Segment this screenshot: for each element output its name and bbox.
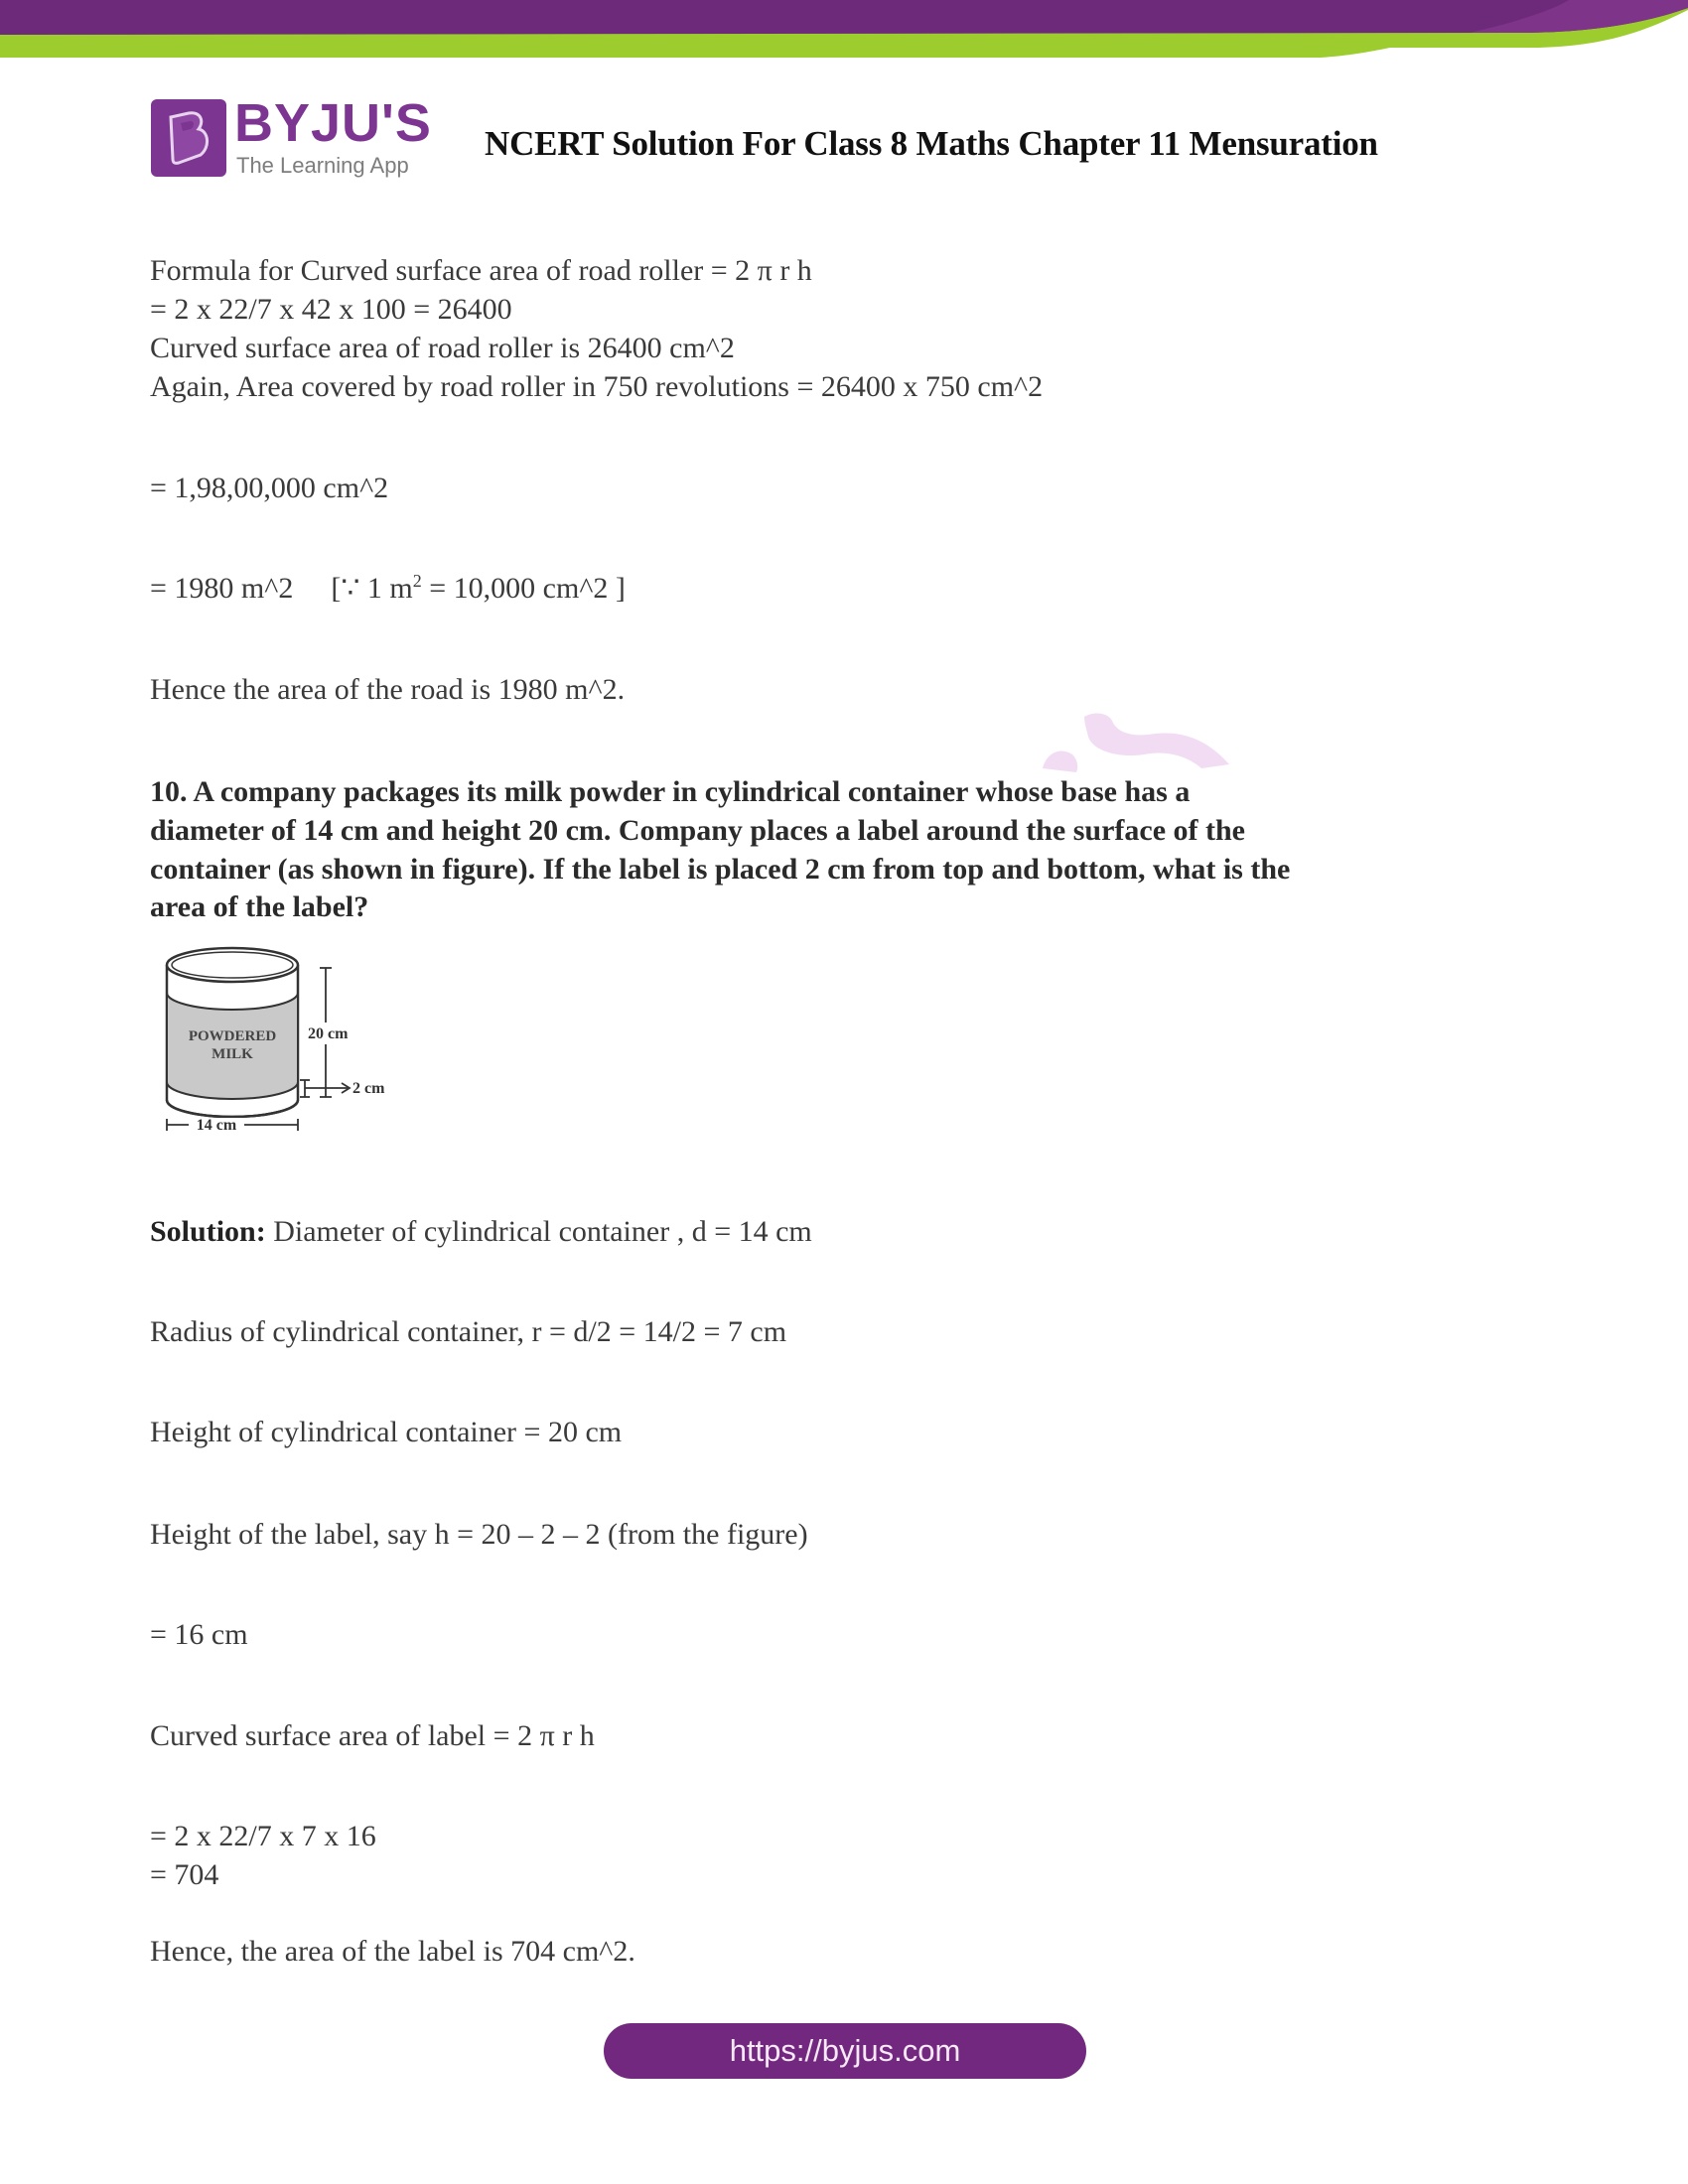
cylinder-figure — [149, 933, 417, 1142]
brand-tagline: The Learning App — [236, 153, 409, 178]
brand-name: BYJU'S — [234, 93, 432, 153]
question-text: area of the label? — [150, 890, 369, 923]
top-banner — [0, 0, 1688, 69]
url-text: https://byjus.com — [729, 2033, 961, 2068]
conclusion-line: Hence the area of the road is 1980 m^2. — [150, 673, 626, 706]
height-dimension-label: 20 cm — [308, 1025, 349, 1042]
conversion-result: = 1980 m^2 — [150, 572, 294, 605]
solution-text: Diameter of cylindrical container , d = 14 cm — [265, 1215, 812, 1248]
question-text: 10. A company packages its milk powder in cylindrical container whose base has a — [150, 775, 1191, 808]
text-line: Curved surface area of road roller is 26400 cm^2 — [150, 332, 735, 364]
byjus-logo — [151, 93, 439, 179]
byjus-url-link[interactable] — [604, 2023, 1086, 2079]
conversion-line — [150, 571, 626, 607]
byjus-watermark-icon — [1033, 707, 1241, 776]
solution-first-line — [150, 1214, 812, 1250]
conversion-note-rest: = 10,000 cm^2 ] — [421, 572, 626, 605]
figure-label-line2: MILK — [211, 1046, 253, 1062]
solution-step: = 2 x 22/7 x 7 x 16 — [150, 1820, 376, 1852]
question-text: diameter of 14 cm and height 20 cm. Company places a label around the surface of the — [150, 814, 1245, 847]
solution-label: Solution: — [150, 1215, 266, 1248]
conversion-note-open: [∵ 1 m — [331, 572, 413, 605]
text-line: Again, Area covered by road roller in 750 revolutions = 26400 x 750 cm^2 — [150, 370, 1044, 403]
text-line: = 1,98,00,000 cm^2 — [150, 472, 389, 504]
question-text: container (as shown in figure). If the label is placed 2 cm from top and bottom, what is the — [150, 853, 1291, 886]
superscript: 2 — [412, 571, 422, 591]
b-letter-icon — [165, 111, 212, 165]
solution-step: = 16 cm — [150, 1618, 248, 1651]
solution-step: Radius of cylindrical container, r = d/2 = 14/2 = 7 cm — [150, 1315, 787, 1348]
document-title: NCERT Solution For Class 8 Maths Chapter 11 Mensuration — [485, 124, 1378, 163]
gap-dimension-label: 2 cm — [352, 1080, 385, 1097]
text-line: = 2 x 22/7 x 42 x 100 = 26400 — [150, 293, 512, 326]
figure-label-line1: POWDERED — [188, 1028, 277, 1044]
solution-step: Height of the label, say h = 20 – 2 – 2 (from the figure) — [150, 1518, 808, 1551]
solution-step: Curved surface area of label = 2 π r h — [150, 1719, 595, 1752]
solution-step: = 704 — [150, 1858, 219, 1891]
logo-mark — [151, 99, 226, 177]
diameter-dimension-label: 14 cm — [196, 1117, 237, 1134]
solution-step: Height of cylindrical container = 20 cm — [150, 1416, 623, 1448]
solution-conclusion: Hence, the area of the label is 704 cm^2. — [150, 1935, 635, 1968]
text-line: Formula for Curved surface area of road roller = 2 π r h — [150, 254, 812, 287]
